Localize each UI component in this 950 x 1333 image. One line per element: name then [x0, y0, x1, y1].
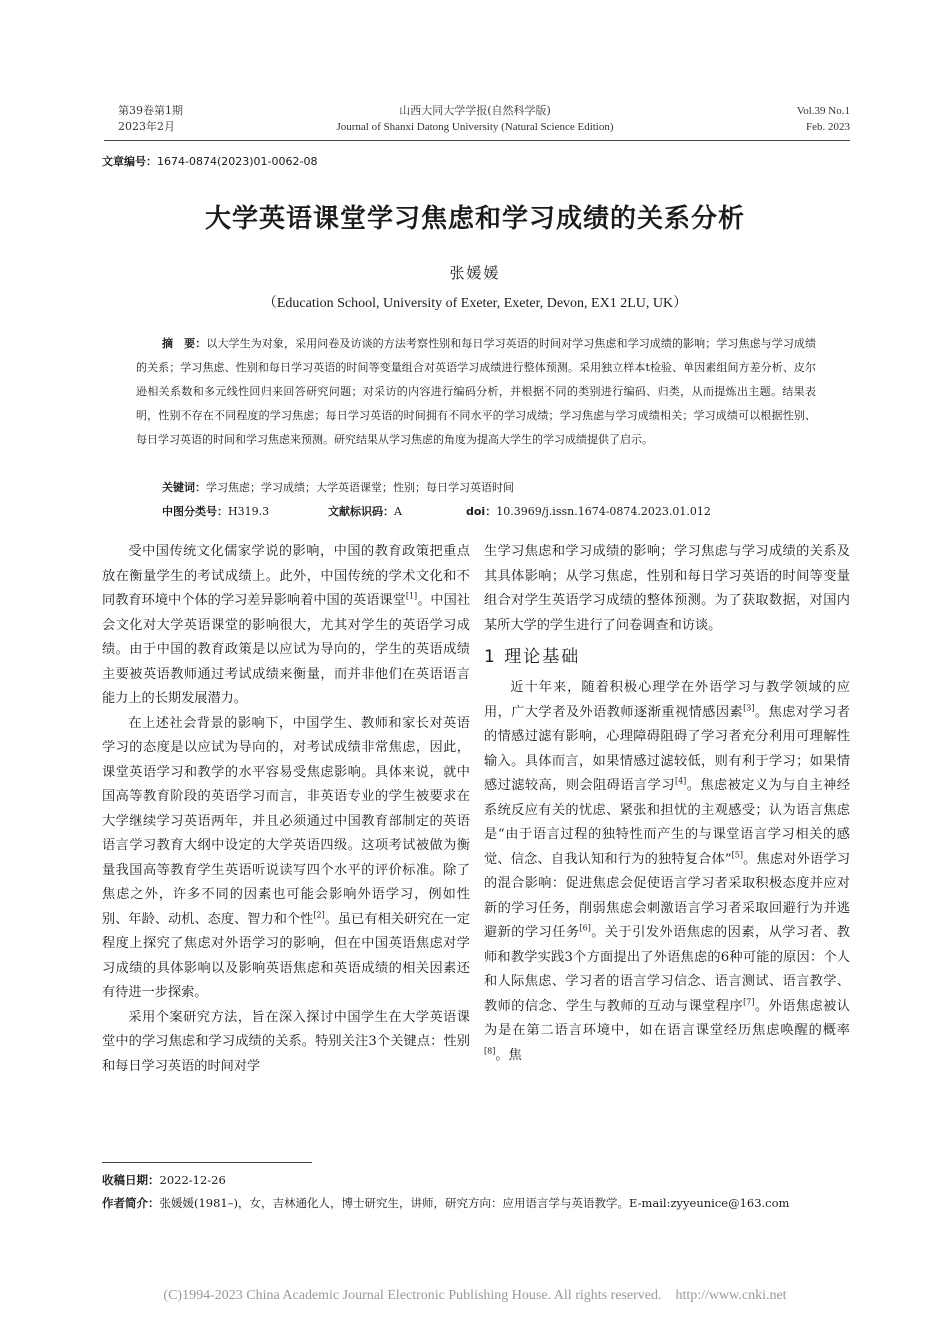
- paragraph-text: 。中国社会文化对大学英语课堂的影响很大，尤其对学生的英语学习成绩。由于中国的教育政策是以应试为导向的，学生的英语成绩主要被英语教师通过考试成绩来衡量，而并非他们在英语语言能力上的长期发展潜力。: [102, 593, 471, 706]
- bio-label: 作者简介：: [102, 1196, 160, 1210]
- doc-label: 文献标识码：: [328, 505, 394, 518]
- citation-ref: [4]: [674, 776, 687, 786]
- header-rule: [104, 140, 850, 141]
- paragraph-text: 采用个案研究方法，旨在深入探讨中国学生在大学英语课堂中的学习焦虑和学习成绩的关系。特别关注3个关键点：性别和每日学习英语的时间对学: [102, 1009, 470, 1074]
- doi-label: doi：: [466, 505, 497, 518]
- bio-value: 张媛媛(1981–)，女，吉林通化人，博士研究生，讲师，研究方向：应用语言学与英语教学。E-mail:zyyeunice@163.com: [159, 1196, 790, 1210]
- received-value: 2022-12-26: [159, 1173, 226, 1187]
- clc-value: H319.3: [228, 505, 270, 518]
- section-heading: 1 理论基础: [484, 647, 581, 667]
- author-name: 张媛媛: [449, 264, 501, 282]
- author-bio: [102, 1195, 862, 1211]
- body-left-column: [102, 540, 470, 1079]
- header-date-cn: 2023年2月: [118, 120, 175, 133]
- paragraph-text: 。焦虑被定义为与自主神经系统反应有关的忧虑、紧张和担忧的主观感受；认为语言焦虑是“由于语言过程的独特性而产生的与课堂语言学习相关的感觉、信念、自我认知和行为的独特复合体”: [484, 778, 850, 867]
- citation-ref: [3]: [743, 703, 755, 713]
- citation-ref: [8]: [484, 1046, 496, 1056]
- header-volume-en-block: [797, 103, 850, 135]
- footnote-rule: [102, 1162, 312, 1163]
- paragraph: [102, 712, 470, 1006]
- header-journal-en: Journal of Shanxi Datong University (Natural Science Edition): [336, 121, 614, 133]
- paragraph-text: 。焦虑对外语学习的混合影响：促进焦虑会促使语言学习者采取积极态度并应对新的学习任务，削弱焦虑会刺激语言学习者采取回避行为并逃避新的学习任务: [484, 851, 851, 940]
- received-date: [102, 1172, 226, 1188]
- paragraph-text: 。焦虑对学习者的情感过滤有影响，心理障碍阻碍了学习者充分利用可理解性输入。具体而言，如果情感过滤较低，则有利于学习；如果情感过滤较高，则会阻碍语言学习: [484, 704, 850, 793]
- paragraph-text: 。关于引发外语焦虑的因素，从学习者、教师和教学实践3个方面提出了外语焦虑的6种可能的原因：个人和人际焦虑、学习者的语言学习信念、语言测试、语言教学、教师的信念、学生与教师的互动与课堂程序: [484, 925, 850, 1014]
- article-number-label: 文章编号：: [102, 155, 157, 168]
- header-date-en: Feb. 2023: [806, 121, 850, 133]
- citation-ref: [1]: [405, 591, 418, 601]
- doi: [466, 503, 711, 519]
- author-affiliation: （Education School, University of Exeter, Exeter, Devon, EX1 2LU, UK）: [262, 296, 688, 311]
- paragraph-text: 。虽已有相关研究在一定程度上探究了焦虑对外语学习的影响，但在中国英语焦虑对学习成绩的具体影响以及影响英语焦虑和英语成绩的相关因素还有待进一步探索。: [102, 911, 471, 1000]
- citation-ref: [6]: [579, 923, 591, 933]
- abstract-label: 摘 要：: [162, 337, 207, 350]
- paragraph: [484, 676, 850, 1068]
- paragraph-text: 。外语焦虑被认为是在第二语言环境中，如在语言课堂经历焦虑唤醒的概率: [484, 998, 850, 1038]
- header-volume-en: Vol.39 No.1: [796, 105, 850, 117]
- keywords-value: 学习焦虑；学习成绩；大学英语课堂；性别；每日学习英语时间: [206, 481, 514, 494]
- received-label: 收稿日期：: [102, 1173, 160, 1187]
- paragraph-text: 近十年来，随着积极心理学在外语学习与教学领域的应用，广大学者及外语教师逐渐重视情感因素: [484, 680, 850, 720]
- keywords: [162, 479, 514, 495]
- article-number: [102, 153, 317, 169]
- paragraph-text: 在上述社会背景的影响下，中国学生、教师和家长对英语学习的态度是以应试为导向的，对考试成绩非常焦虑，因此，课堂英语学习和教学的水平容易受焦虑影响。具体来说，就中国高等教育阶段的英语学习而言，非英语专业的学生被要求在大学继续学习英语两年，并且必须通过中国教育部制定的英语语言学习教育大纲中设定的大学英语四级。这项考试被做为衡量我国高等教育学生英语听说读写四个水平的评价标准。除了焦虑之外，许多不同的因素也可能会影响外语学习，例如性别、年龄、动机、态度、智力和个性: [102, 715, 470, 927]
- paragraph: [102, 540, 470, 712]
- paragraph-continued: 生学习焦虑和学习成绩的影响；学习焦虑与学习成绩的关系及其具体影响；从学习焦虑，性别和每日学习英语的时间等变量组合对学生英语学习成绩的整体预测。为了获取数据，对国内某所大学的学生进行了问卷调查和访谈。: [484, 544, 850, 633]
- paper-title: 大学英语课堂学习焦虑和学习成绩的关系分析: [204, 204, 745, 234]
- header-journal-cn: 山西大同大学学报(自然科学版): [399, 104, 551, 117]
- doc-value: A: [394, 505, 402, 518]
- abstract-text: 以大学生为对象，采用问卷及访谈的方法考察性别和每日学习英语的时间对学习焦虑和学习成绩的影响；学习焦虑与学习成绩的关系；学习焦虑、性别和每日学习英语的时间等变量组合对英语学习成绩进行整体预测。采用独立样本t检验、单因素组间方差分析、皮尔逊相关系数和多元线性回归来回答研究问题；对采访的内容进行编码分析，并根据不同的类别进行编码、归类，从而提炼出主题。结果表明，性别不存在不同程度的学习焦虑；每日学习英语的时间拥有不同水平的学习成绩；学习焦虑与学习成绩相关；学习成绩可以根据性别、每日学习英语的时间和学习焦虑来预测。研究结果从学习焦虑的角度为提高大学生的学习成绩提供了启示。: [136, 337, 817, 446]
- citation-ref: [2]: [313, 910, 325, 920]
- citation-ref: [7]: [743, 997, 755, 1007]
- abstract: [136, 332, 816, 452]
- article-number-value: 1674-0874(2023)01-0062-08: [157, 155, 318, 168]
- body-right-column: [484, 540, 850, 1068]
- paragraph-text: 受中国传统文化儒家学说的影响，中国的教育政策把重点放在衡量学生的考试成绩上。此外，中国传统的学术文化和不同教育环境中个体的学习差异影响着中国的英语课堂: [102, 544, 470, 608]
- paragraph: [102, 1006, 470, 1080]
- keywords-label: 关键词：: [162, 481, 206, 494]
- header-volume-cn: 第39卷第1期: [118, 104, 183, 117]
- copyright-watermark: (C)1994-2023 China Academic Journal Electronic Publishing House. All rights reserved. http://www.cnki.net: [163, 1288, 787, 1303]
- paragraph-text: 。焦: [495, 1047, 522, 1063]
- doc-code: [328, 503, 402, 519]
- citation-ref: [5]: [731, 850, 743, 860]
- doi-value: 10.3969/j.issn.1674-0874.2023.01.012: [496, 505, 711, 518]
- classification-line: [162, 503, 269, 519]
- clc-label: 中图分类号：: [162, 505, 228, 518]
